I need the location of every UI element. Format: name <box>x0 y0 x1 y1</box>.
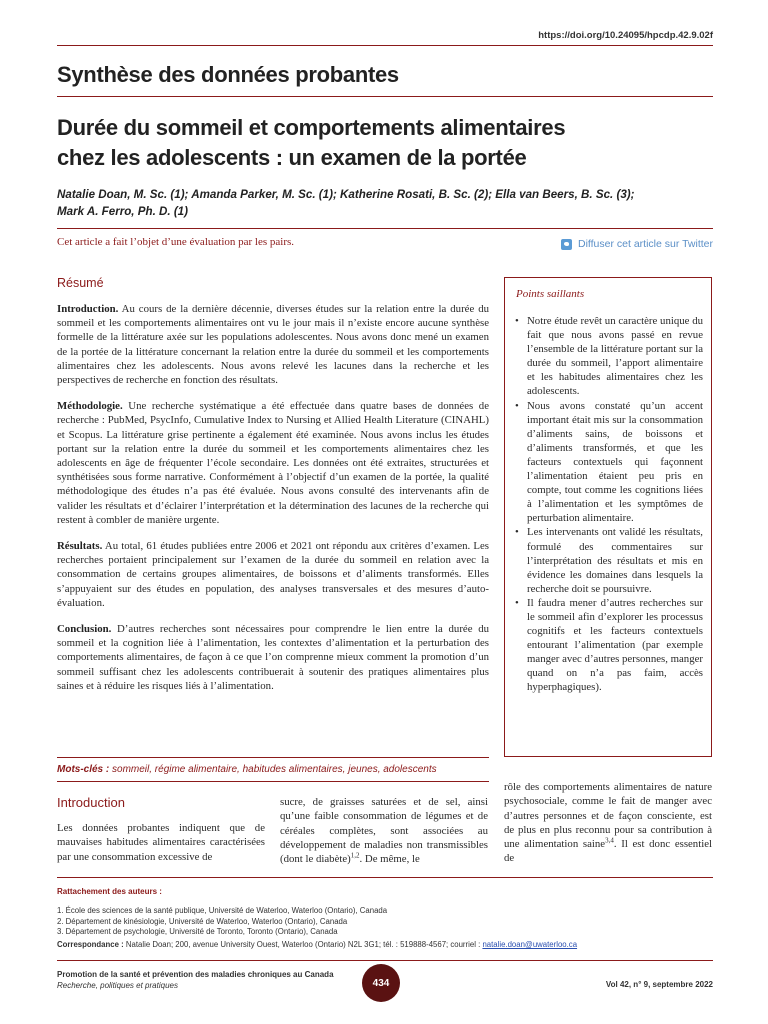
affiliation-line: 1. École des sciences de la santé publique, Université de Waterloo, Waterloo (Ontario), Canada <box>57 906 388 915</box>
journal-name: Promotion de la santé et prévention des maladies chroniques au Canada <box>57 970 334 979</box>
abstract-body <box>57 302 489 705</box>
keywords-label: Mots-clés : <box>57 764 110 775</box>
keywords-rule-top <box>57 757 489 758</box>
correspondence <box>57 940 577 949</box>
keywords-text: sommeil, régime alimentaire, habitudes alimentaires, jeunes, adolescents <box>109 764 437 775</box>
authors-rule <box>57 228 713 229</box>
affiliations-list <box>57 906 387 938</box>
highlight-item: • Les intervenants ont validé les résultats, formulé des commentaires sur l’interprétation des résultats et mis en évidence les domaines dans lesquels la recherche doit se poursuivre. <box>513 525 703 595</box>
abstract-methods <box>57 399 489 527</box>
introduction-column-3 <box>504 780 712 866</box>
correspondence-label: Correspondance : <box>57 940 124 949</box>
results-label: Résultats. <box>57 540 103 553</box>
citation-sup: 3,4 <box>605 836 614 845</box>
intro-label: Introduction. <box>57 303 119 315</box>
correspondence-text: Natalie Doan; 200, avenue University Ouest, Waterloo (Ontario) N2L 3G1; tél. : 519888-4567; courriel : <box>123 940 483 949</box>
title-line-1: Durée du sommeil et comportements alimentaires <box>57 115 566 140</box>
twitter-icon <box>561 239 572 250</box>
twitter-share-link[interactable] <box>561 238 713 250</box>
conclusion-label: Conclusion. <box>57 623 112 636</box>
highlight-item: • Notre étude revêt un caractère unique du fait que nous avons passé en revue l’ensemble de la littérature portant sur la durée du sommeil, l’apport alimentaire et les habitudes alimentaires chez les adolescents. <box>513 314 703 399</box>
affiliations-title: Rattachement des auteurs : <box>57 887 162 896</box>
section-rule <box>57 96 713 97</box>
abstract-introduction <box>57 302 489 387</box>
highlight-item: • Nous avons constaté qu’un accent important était mis sur la consommation d’aliments sains, de boissons et d’aliments transformés, et que les facteurs contextuels qui façonnent l’alimentation étaient peu pris en compte, tout comme les cognitions liées à l’alimentation et les symptômes de perturbation alimentaire. <box>513 399 703 526</box>
journal-subtitle: Recherche, politiques et pratiques <box>57 980 178 990</box>
email-link[interactable]: natalie.doan@uwaterloo.ca <box>482 940 578 949</box>
footer-journal <box>57 970 334 991</box>
highlights-list <box>513 314 703 695</box>
title-line-2: chez les adolescents : un examen de la portée <box>57 145 527 170</box>
affiliations-rule <box>57 877 713 878</box>
affiliation-line: 2. Département de kinésiologie, Université de Waterloo, Waterloo (Ontario), Canada <box>57 916 348 926</box>
highlight-item: • Il faudra mener d’autres recherches sur le sommeil afin d’explorer les processus cognitifs et les facteurs contextuels entourant l’alimentation (par exemple manger avec d’autres personnes, manger quand on n’a pas faim, accès hyperphagiques). <box>513 596 703 695</box>
abstract-heading: Résumé <box>57 276 104 290</box>
keywords <box>57 764 437 775</box>
highlights-title: Points saillants <box>516 288 585 300</box>
section-title: Synthèse des données probantes <box>57 62 399 87</box>
introduction-column-2 <box>280 795 488 866</box>
highlights-box <box>504 277 712 757</box>
col3-text: rôle des comportements alimentaires de nature psychosociale, comme le fait de manger avec d’autres personnes et de façon consciente, est de plus en plus reconnu pour sa contribution à une alimentation saine <box>504 781 712 851</box>
methods-text: Une recherche systématique a été effectuée dans quatre bases de données de recherche : PubMed, PsycInfo, Cumulative Index to Nursing et Allied Health Literature (CINAHL) et Scopus. La littérature grise pertinente a également été examinée. Nous avons inclus les études portant sur la relation entre la durée du sommeil et les comportements alimentaires chez les adolescents en âge de fréquenter l’école secondaire. Les données ont été extraites, structurées et synthétisées sous forme narrative. Conformément à l’objectif d’un examen de la portée, la qualité méthodologique des études n’a pas été évaluée. Nous avons consulté des intervenants afin de valider les résultats et d’éclairer l’interprétation et la détermination des lacunes de la recherche qui restent à combler de manière urgente. <box>57 400 489 526</box>
page-number-badge: 434 <box>362 964 400 1002</box>
peer-review-note: Cet article a fait l’objet d’une évaluation par les pairs. <box>57 236 295 248</box>
col2-tail: . De même, le <box>359 853 420 866</box>
col2-text: sucre, de graisses saturées et de sel, ainsi qu’une faible consommation de légumes et de céréales complètes, sont associées au développement de maladies non transmissibles (dont le diabète) <box>280 796 488 866</box>
doi-link[interactable]: https://doi.org/10.24095/hpcdp.42.9.02f <box>538 30 713 41</box>
conclusion-text: D’autres recherches sont nécessaires pour comprendre le lien entre la durée du sommeil et la cognition liée à l’alimentation, les contextes d’alimentation et la perturbation des comportements alimentaires, de façon à ce que l’on comprenne mieux comment la promotion d’un sommeil suffisant chez les adolescents contribuerait à soutenir des pratiques alimentaires plus saines et à réduire les risques liés à l’alimentation. <box>57 623 489 692</box>
article-title <box>57 113 717 173</box>
authors <box>57 186 707 220</box>
authors-line-1: Natalie Doan, M. Sc. (1); Amanda Parker, M. Sc. (1); Katherine Rosati, B. Sc. (2); Ella van Beers, B. Sc. (3); <box>57 188 635 201</box>
affiliation-line: 3. Département de psychologie, Université de Toronto, Toronto (Ontario), Canada <box>57 927 338 936</box>
authors-line-2: Mark A. Ferro, Ph. D. (1) <box>57 205 188 218</box>
keywords-rule-bottom <box>57 781 489 782</box>
abstract-results <box>57 539 489 610</box>
citation-sup: 1,2 <box>350 851 360 860</box>
introduction-column-1: Les données probantes indiquent que de mauvaises habitudes alimentaires caractérisées par une consommation excessive de <box>57 822 265 863</box>
header-rule <box>57 45 713 46</box>
results-text: Au total, 61 études publiées entre 2006 et 2021 ont répondu aux critères d’examen. Les recherches portaient principalement sur l’examen de la durée du sommeil en relation avec la consommation de certains groupes alimentaires, de boissons et d’aliments transformés. Elles s’appuyaient sur des études en population, des analyses transversales et des mesures d’auto-évaluation. <box>57 540 489 609</box>
footer-rule <box>57 960 713 961</box>
col3-tail: . Il est donc essentiel de <box>504 838 712 865</box>
volume-info: Vol 42, n° 9, septembre 2022 <box>605 980 713 989</box>
twitter-share-label[interactable]: Diffuser cet article sur Twitter <box>578 238 713 250</box>
intro-text: Au cours de la dernière décennie, diverses études sur la relation entre la durée du sommeil et les comportements alimentaires ont vu le jour mais il n’existe encore aucune synthèse formelle de la littérature axée sur les populations adolescentes. Nous avons donc mené un examen de la portée de la littérature concernant la relation entre la durée du sommeil et les comportements alimentaires chez les adolescents. Nous avons relevé les lacunes dans la recherche et les perspectives de recherche en fonction des résultats. <box>57 303 489 387</box>
abstract-conclusion <box>57 622 489 693</box>
introduction-heading: Introduction <box>57 795 125 810</box>
methods-label: Méthodologie. <box>57 400 123 413</box>
